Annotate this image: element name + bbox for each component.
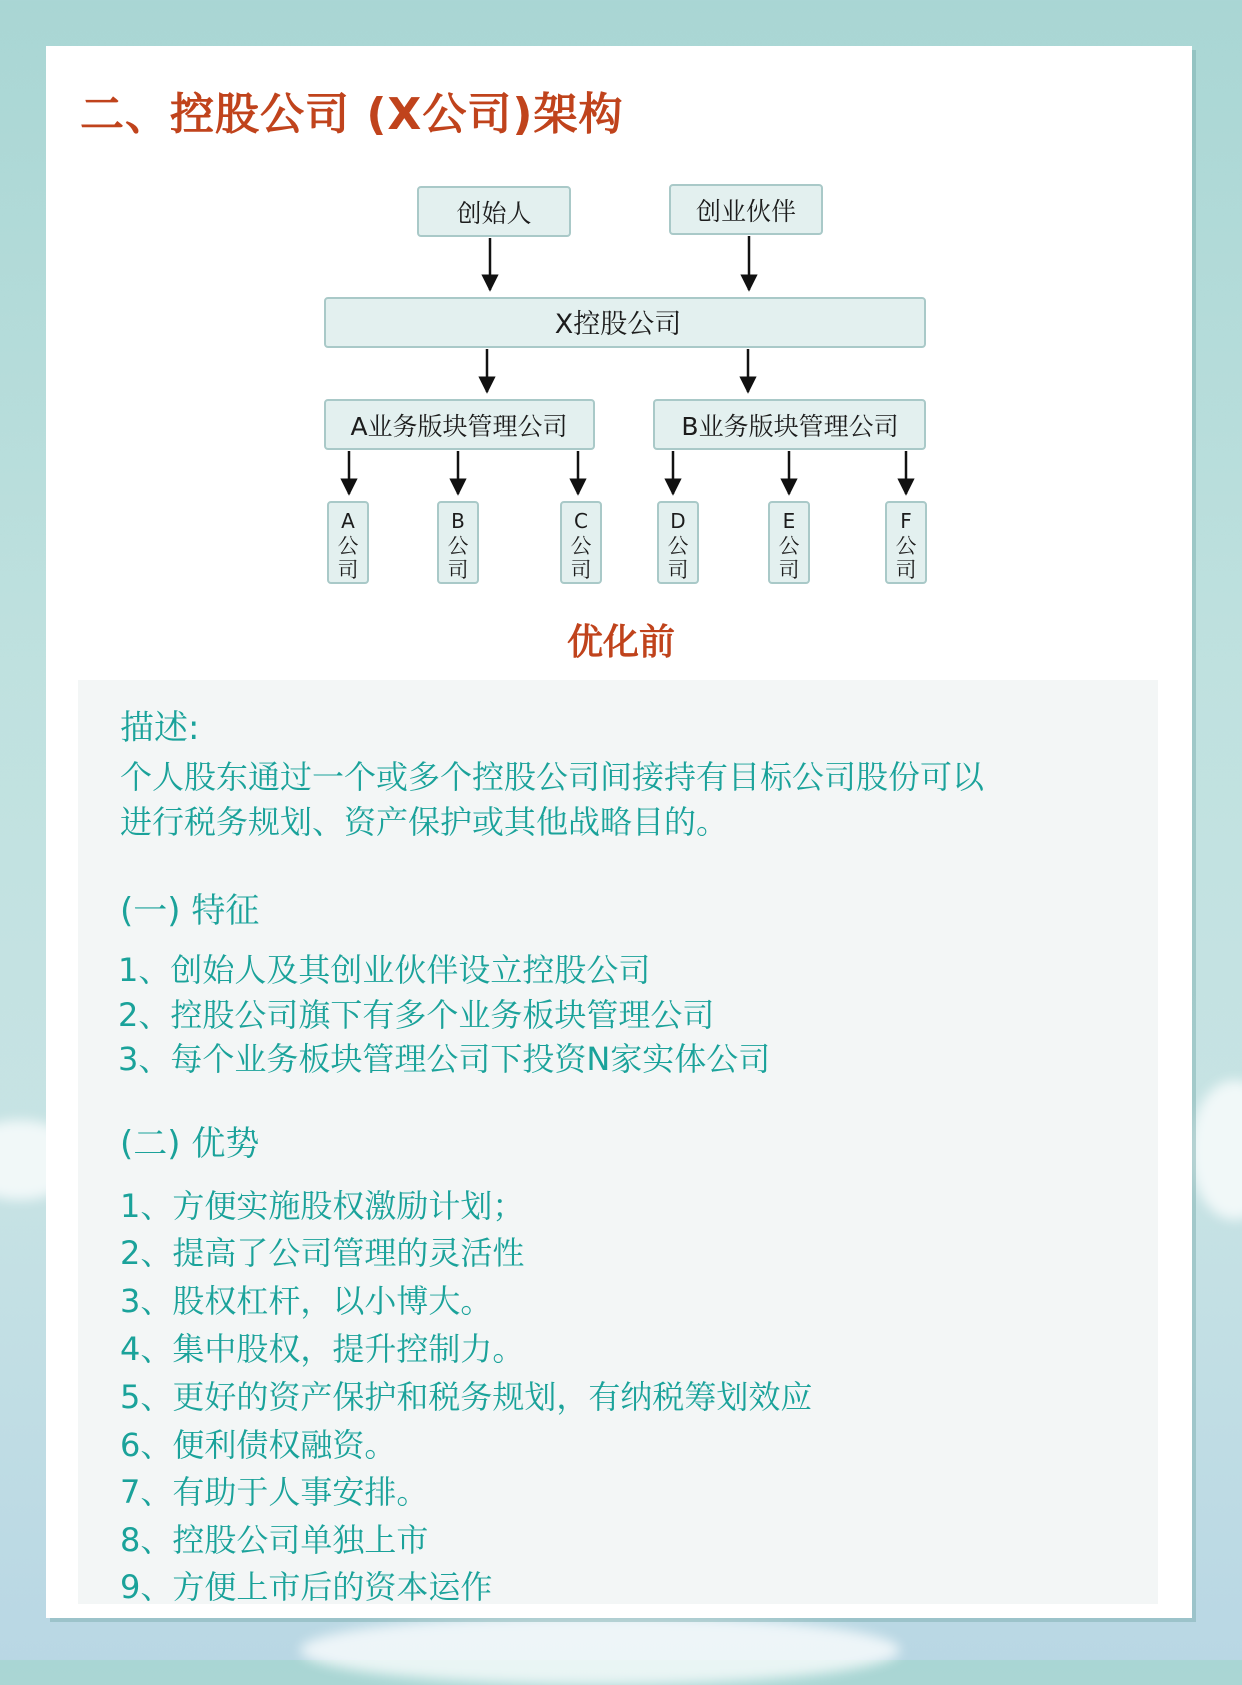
node-partners-label: 创业伙伴 — [695, 197, 797, 226]
node-sub-b-letter: B — [451, 509, 465, 533]
node-sub-f-char2: 司 — [895, 558, 917, 582]
node-mgmt-a-label: A业务版块管理公司 — [350, 412, 568, 441]
page-title: 二、控股公司 (X公司)架构 — [80, 89, 624, 140]
node-sub-a — [328, 502, 368, 583]
node-partners — [670, 185, 822, 234]
node-sub-c-char1: 公 — [570, 534, 592, 558]
advantage-item-2: 2、提高了公司管理的灵活性 — [120, 1234, 525, 1272]
node-mgmt-b — [654, 400, 925, 449]
advantage-item-6: 6、便利债权融资。 — [120, 1426, 397, 1464]
node-holding-label: X控股公司 — [554, 309, 682, 340]
node-founders — [418, 187, 570, 236]
node-sub-d — [658, 502, 698, 583]
advantage-item-3: 3、股权杠杆，以小博大。 — [120, 1282, 493, 1320]
advantage-item-8: 8、控股公司单独上市 — [120, 1521, 429, 1559]
node-sub-a-char2: 司 — [337, 558, 359, 582]
description-line-1: 个人股东通过一个或多个控股公司间接持有目标公司股份可以 — [120, 758, 985, 796]
node-sub-c-letter: C — [574, 509, 588, 533]
cloud-right — [1190, 1080, 1242, 1220]
node-sub-b — [438, 502, 478, 583]
description-label: 描述: — [120, 708, 200, 748]
advantage-item-4: 4、集中股权，提升控制力。 — [120, 1330, 525, 1368]
description-line-2: 进行税务规划、资产保护或其他战略目的。 — [120, 803, 729, 841]
org-chart — [0, 0, 1242, 600]
node-sub-d-char1: 公 — [667, 534, 689, 558]
node-sub-b-char2: 司 — [447, 558, 469, 582]
node-sub-e — [769, 502, 809, 583]
node-sub-a-char1: 公 — [337, 534, 359, 558]
cloud-bottom — [300, 1615, 900, 1685]
node-sub-d-char2: 司 — [667, 558, 689, 582]
node-holding — [325, 298, 925, 347]
node-sub-f-letter: F — [900, 509, 912, 533]
node-sub-c — [561, 502, 601, 583]
advantage-item-7: 7、有助于人事安排。 — [120, 1473, 429, 1511]
feature-item-1: 1、创始人及其创业伙伴设立控股公司 — [118, 951, 651, 989]
node-sub-c-char2: 司 — [570, 558, 592, 582]
node-sub-d-letter: D — [670, 509, 686, 533]
node-sub-e-char1: 公 — [778, 534, 800, 558]
advantage-item-1: 1、方便实施股权激励计划； — [120, 1187, 525, 1225]
node-sub-f-char1: 公 — [895, 534, 917, 558]
feature-item-2: 2、控股公司旗下有多个业务板块管理公司 — [118, 996, 715, 1034]
features-heading: (一) 特征 — [120, 891, 260, 931]
node-mgmt-b-label: B业务版块管理公司 — [681, 412, 899, 441]
node-sub-a-letter: A — [341, 509, 355, 533]
advantages-heading: (二) 优势 — [120, 1124, 260, 1164]
feature-item-3: 3、每个业务板块管理公司下投资N家实体公司 — [118, 1040, 771, 1078]
node-mgmt-a — [325, 400, 594, 449]
node-sub-e-char2: 司 — [778, 558, 800, 582]
advantage-item-9: 9、方便上市后的资本运作 — [120, 1568, 493, 1606]
advantage-item-5: 5、更好的资产保护和税务规划，有纳税筹划效应 — [120, 1378, 813, 1416]
node-sub-f — [886, 502, 926, 583]
node-sub-b-char1: 公 — [447, 534, 469, 558]
diagram-caption: 优化前 — [566, 622, 675, 663]
node-founders-label: 创始人 — [456, 199, 532, 228]
node-sub-e-letter: E — [782, 509, 796, 533]
